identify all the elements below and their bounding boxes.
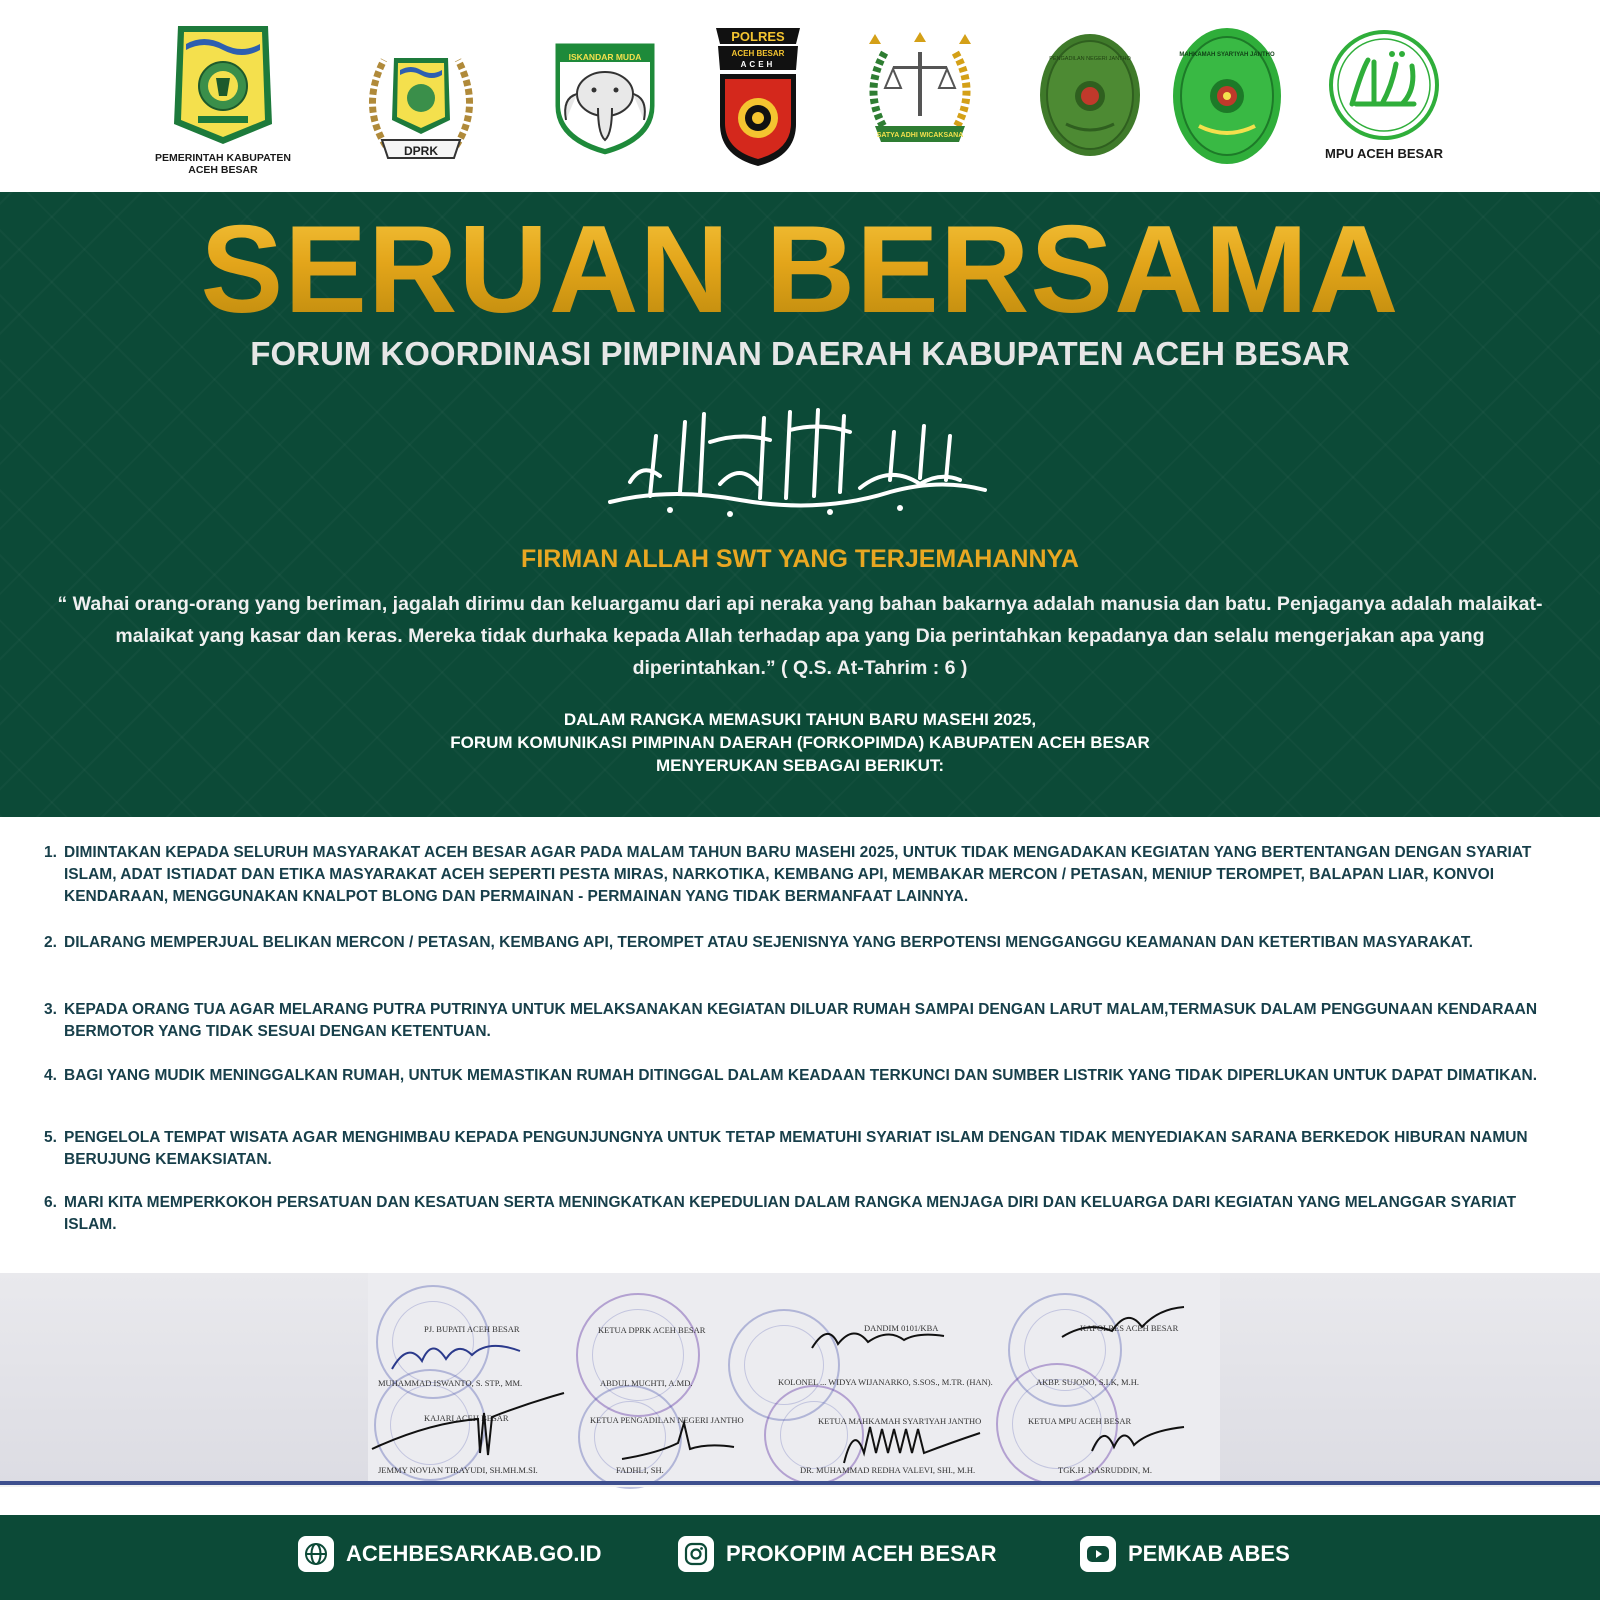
list-item-text: MARI KITA MEMPERKOKOH PERSATUAN DAN KESATUAN SERTA MENINGKATKAN KEPEDULIAN DALAM RANGKA MENJAGA DIRI DAN KELUARGA DARI KEGIATAN YANG MELANGGAR SYARIAT ISLAM. [64, 1194, 1517, 1233]
intro-block [0, 708, 1600, 777]
list-item [44, 999, 1564, 1043]
bupati-signature [388, 1331, 528, 1375]
firman-heading: FIRMAN ALLAH SWT YANG TERJEMAHANNYA [521, 545, 1079, 573]
list-item-text: PENGELOLA TEMPAT WISATA AGAR MENGHIMBAU KEPADA PENGUNJUNGNYA UNTUK TETAP MEMATUHI SYARIAT ISLAM DENGAN TIDAK MENYEDIAKAN SARANA BERKEDOK HIBURAN NAMUN BERUJUNG KEMAKSIATAN. [64, 1129, 1528, 1168]
header-panel [0, 192, 1600, 817]
signatory-title: DANDIM 0101/KBA [864, 1323, 939, 1333]
list-item-number: 4. [44, 1067, 57, 1084]
kejaksaan-emblem-icon [855, 30, 985, 150]
iskandar-muda-text: ISKANDAR MUDA [568, 52, 642, 62]
signatory-name: KOLONEL ... WIDYA WIJANARKO, S.SOS., M.TR. (HAN). [778, 1377, 993, 1387]
pengadilan-negeri-jantho-logo [1038, 32, 1142, 158]
verse-text: “ Wahai orang-orang yang beriman, jagalah dirimu dan keluargamu dari api neraka yang bahan bakarnya adalah manusia dan batu. Penjaganya adalah malaikat-malaikat yang kasar dan keras. Mereka tidak durhaka kepada Allah terhadap apa yang Dia perintahkan kepadanya dan selalu mengerjakan apa yang diperintahkan.” [57, 593, 1543, 679]
pemkab-aceh-besar-emblem-icon [164, 20, 282, 148]
mahkamah-syariyah-jantho-logo [1171, 26, 1283, 166]
instagram-label: PROKOPIM ACEH BESAR [726, 1541, 997, 1566]
logo-caption: PEMERINTAH KABUPATEN ACEH BESAR [155, 152, 291, 176]
list-item [44, 1192, 1564, 1236]
signatory-name: JEMMY NOVIAN TIRAYUDI, SH.MH.M.SI. [378, 1465, 538, 1475]
signatory-name: MUHAMMAD ISWANTO, S. STP., MM. [378, 1378, 523, 1388]
page-title: SERUAN BERSAMA [0, 200, 1600, 340]
list-item [44, 1065, 1564, 1087]
kapolres-signature [1058, 1301, 1188, 1347]
kejaksaan-logo [855, 30, 985, 150]
signatory-name: TGK.H. NASRUDDIN, M. [1058, 1465, 1152, 1475]
intro-line: DALAM RANGKA MEMASUKI TAHUN BARU MASEHI 2025, [563, 710, 1037, 729]
logo-caption: MPU ACEH BESAR [1325, 146, 1443, 161]
pn-text: PENGADILAN NEGERI JANTHO [1049, 56, 1131, 62]
signatory-title: KAJARI ACEH BESAR [424, 1413, 509, 1423]
youtube-label: PEMKAB ABES [1128, 1541, 1290, 1566]
kajari-signature [368, 1383, 568, 1463]
ms-signature [840, 1413, 990, 1467]
list-item-text: DIMINTAKAN KEPADA SELURUH MASYARAKAT ACEH BESAR AGAR PADA MALAM TAHUN BARU MASEHI 2025, UNTUK TIDAK MENGADAKAN KEGIATAN YANG BERTENTANGAN DENGAN SYARIAT ISLAM, ADAT ISTIADAT DAN ETIKA MASYARAKAT ACEH SEPERTI PESTA MIRAS, NARKOTIKA, KEMBANG API, MEMBAKAR MERCON / PETASAN, MENIUP TEROMPET, BALAPAN LIAR, KONVOI KENDARAAN, MENGGUNAKAN KNALPOT BLONG DAN PERMAINAN - PERMAINAN YANG TIDAK BERMANFAAT LAINNYA. [64, 844, 1532, 905]
divider-line [0, 1485, 1600, 1487]
signatory-name: DR. MUHAMMAD REDHA VALEVI, SHI., M.H. [800, 1465, 976, 1475]
dprk-logo [356, 36, 486, 166]
list-item [44, 842, 1564, 908]
website-link[interactable] [298, 1536, 601, 1572]
signatory-title: KETUA MPU ACEH BESAR [1028, 1416, 1132, 1426]
signatory-title: PJ. BUPATI ACEH BESAR [424, 1324, 520, 1334]
mpu-aceh-besar-logo [1322, 30, 1446, 160]
list-item [44, 932, 1564, 954]
mpu-signature [1088, 1413, 1188, 1457]
page-subtitle: FORUM KOORDINASI PIMPINAN DAERAH KABUPATEN ACEH BESAR [250, 335, 1350, 372]
polres-aceh-besar-emblem-icon [712, 24, 804, 170]
pn-signature [618, 1413, 738, 1463]
signatory-title: KAPOLRES ACEH BESAR [1080, 1323, 1179, 1333]
dprk-text: DPRK [403, 144, 439, 158]
polres-text: POLRES [731, 29, 785, 44]
list-item-number: 5. [44, 1129, 57, 1146]
ms-text: MAHKAMAH SYAR'IYAH JANTHO [1179, 52, 1275, 58]
logo-strip [0, 0, 1600, 192]
signatory-title: KETUA MAHKAMAH SYAR'IYAH JANTHO [818, 1416, 982, 1426]
polres-aceh-text: ACEH [740, 60, 776, 69]
dandim-signature [808, 1318, 948, 1358]
signature-section [0, 1273, 1600, 1485]
polres-subtext: ACEH BESAR [731, 49, 785, 58]
signatory-name: ABDUL MUCHTI, A.MD. [600, 1378, 693, 1388]
list-item-number: 2. [44, 934, 57, 951]
signatory-title: KETUA PENGADILAN NEGERI JANTHO [590, 1415, 744, 1425]
instagram-link[interactable] [678, 1536, 997, 1572]
list-item-number: 3. [44, 1001, 57, 1018]
kejaksaan-text: SATYA ADHI WICAKSANA [876, 132, 964, 139]
youtube-link[interactable] [1080, 1536, 1290, 1572]
intro-line: FORUM KOMUNIKASI PIMPINAN DAERAH (FORKOPIMDA) KABUPATEN ACEH BESAR [450, 733, 1150, 752]
mpu-aceh-besar-emblem-icon [1322, 30, 1446, 140]
globe-icon [298, 1536, 334, 1572]
intro-line: MENYERUKAN SEBAGAI BERIKUT: [655, 756, 945, 775]
instagram-icon [678, 1536, 714, 1572]
youtube-icon [1080, 1536, 1116, 1572]
signatory-name: AKBP. SUJONO, S.I.K, M.H. [1036, 1377, 1139, 1387]
website-label: ACEHBESARKAB.GO.ID [346, 1541, 602, 1566]
dprk-emblem-icon [356, 36, 486, 166]
list-item-number: 6. [44, 1194, 57, 1211]
bismillah-calligraphy [590, 392, 1010, 522]
iskandar-muda-logo [548, 36, 662, 160]
signatory-name: FADHLI, SH. [616, 1465, 664, 1475]
pengadilan-negeri-jantho-emblem-icon [1038, 32, 1142, 158]
list-item [44, 1127, 1564, 1171]
verse-reference: ( Q.S. At-Tahrim : 6 ) [781, 657, 968, 679]
polres-aceh-besar-logo [712, 24, 804, 170]
list-item-number: 1. [44, 844, 57, 861]
footer [0, 1515, 1600, 1600]
list-item-text: KEPADA ORANG TUA AGAR MELARANG PUTRA PUTRINYA UNTUK MELAKSANAKAN KEGIATAN DILUAR RUMAH SAMPAI DENGAN LARUT MALAM,TERMASUK DALAM PENGGUNAAN KENDARAAN BERMOTOR YANG TIDAK SESUAI DENGAN KETENTUAN. [64, 1001, 1538, 1040]
signature-sheet [368, 1273, 1220, 1485]
list-item-text: DILARANG MEMPERJUAL BELIKAN MERCON / PETASAN, KEMBANG API, TEROMPET ATAU SEJENISNYA YANG BERPOTENSI MENGGANGGU KEAMANAN DAN KETERTIBAN MASYARAKAT. [64, 934, 1473, 951]
mahkamah-syariyah-jantho-emblem-icon [1171, 26, 1283, 166]
iskandar-muda-emblem-icon [548, 36, 662, 160]
list-item-text: BAGI YANG MUDIK MENINGGALKAN RUMAH, UNTUK MEMASTIKAN RUMAH DITINGGAL DALAM KEADAAN TERKUNCI DAN SUMBER LISTRIK YANG TIDAK DIPERLUKAN UNTUK DAPAT DIMATIKAN. [64, 1067, 1538, 1084]
pemkab-aceh-besar-logo [155, 20, 291, 176]
verse-translation [50, 588, 1550, 684]
signatory-title: KETUA DPRK ACEH BESAR [598, 1325, 706, 1335]
